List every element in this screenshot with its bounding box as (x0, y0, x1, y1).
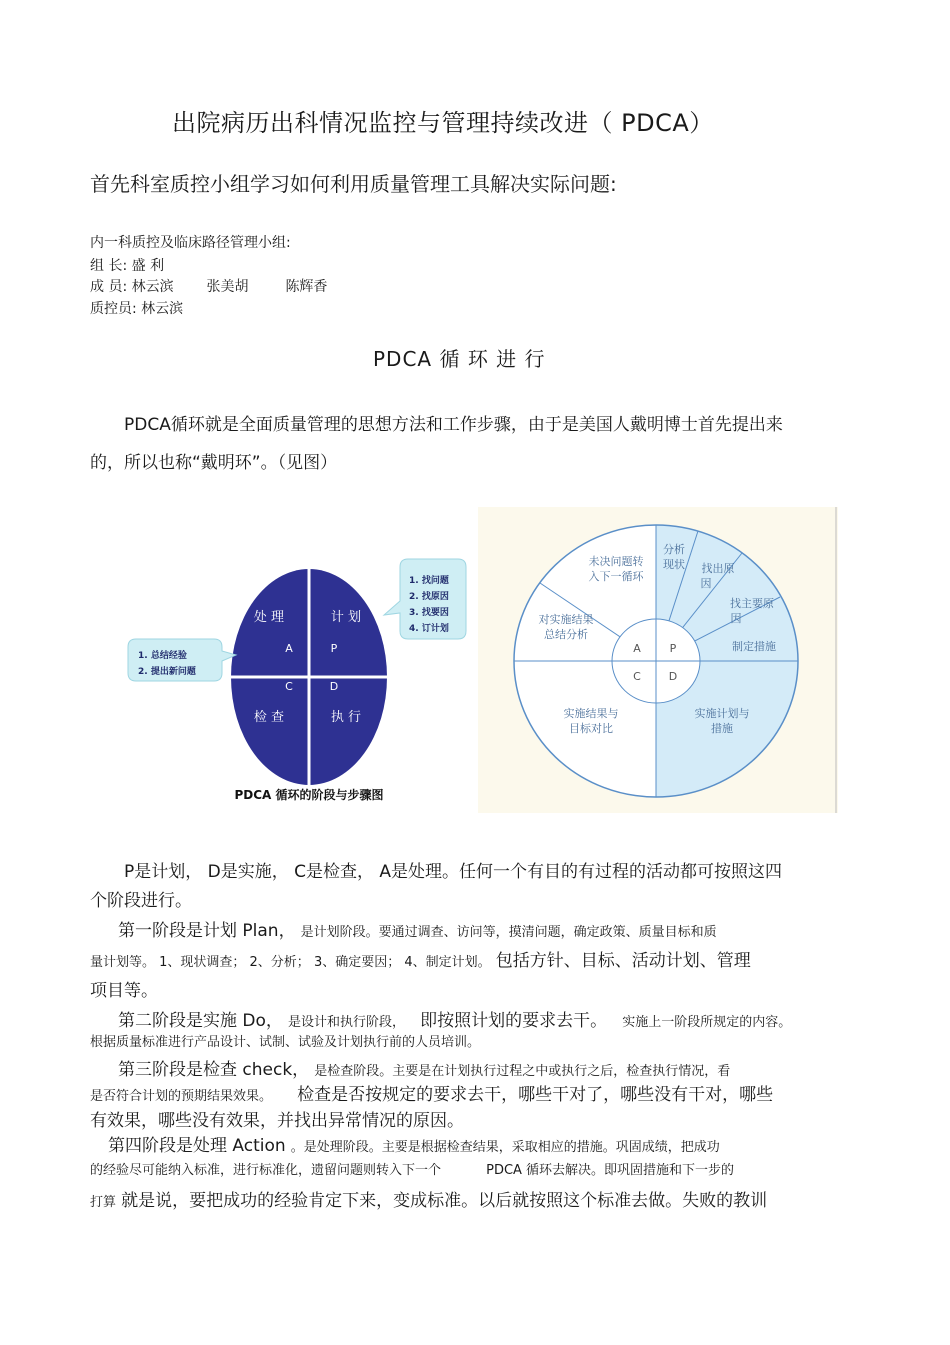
pdca-figure (124, 505, 839, 815)
stage3-line3: 有效果，哪些没有效果，并找出异常情况的原因。 (90, 1111, 464, 1131)
quadrant-act: 处 理 (253, 610, 285, 625)
pdca-intro-line1: PDCA循环就是全面质量管理的思想方法和工作步骤，由于是美国人戴明博士首先提出来 (124, 415, 783, 435)
quadrant-do: 执 行 (330, 710, 362, 725)
letter-c: C (285, 680, 293, 693)
pdca-figure-svg (124, 505, 839, 815)
action-step: 1. 总结经验 (138, 651, 187, 661)
segment-measures: 制定措施 (732, 640, 776, 653)
leader-label: 组 长: (90, 258, 128, 274)
letter-a: A (285, 642, 293, 655)
team-leader-row (90, 255, 164, 275)
plan-step: 3. 找要因 (409, 608, 449, 618)
team-name: 内一科质控及临床路径管理小组: (90, 235, 291, 251)
team-members-row (90, 276, 327, 296)
pdca-cycle-wheel (478, 507, 838, 813)
segment-analyze: 现状 (663, 558, 685, 571)
p1-line2: 个阶段进行。 (90, 891, 192, 911)
intro-line: 首先科室质控小组学习如何利用质量管理工具解决实际问题: (90, 172, 617, 196)
segment-main-cause: 因 (730, 612, 742, 625)
segment-compare: 实施结果与 (563, 707, 619, 720)
member-name: 林云滨 (131, 279, 174, 295)
member-name: 陈辉香 (285, 279, 328, 295)
stage4-line1: 第四阶段是处理 Action 。是处理阶段。主要是根据检查结果，采取相应的措施。巩固成绩，把成功 (108, 1136, 720, 1156)
segment-summary: 总结分析 (544, 628, 588, 641)
plan-step: 1. 找问题 (409, 576, 449, 586)
stage2-line2: 根据质量标准进行产品设计、试制、试验及计划执行前的人员培训。 (90, 1035, 481, 1050)
stage1-line2: 量计划等。 1、现状调查； 2、分析； 3、确定要因； 4、制定计划。 包括方针、目标、活动计划、管理 (90, 951, 751, 971)
qc-name: 林云滨 (141, 301, 184, 317)
action-step: 2. 提出新问题 (138, 667, 196, 677)
quadrant-check: 检 查 (253, 710, 285, 725)
stage2-line1: 第二阶段是实施 Do， 是设计和执行阶段， 即按照计划的要求去干。 实施上一阶段所规定的内容。 (118, 1011, 792, 1031)
document-title: 出院病历出科情况监控与管理持续改进（ PDCA） (172, 109, 714, 137)
segment-find-cause: 找出原 (701, 562, 735, 575)
hub-letter-a: A (633, 642, 641, 655)
segment-summary: 对实施结果 (538, 613, 594, 626)
stage1-line1: 第一阶段是计划 Plan， 是计划阶段。要通过调查、访问等，摸清问题，确定政策、质量目标和质 (118, 921, 717, 941)
quadrant-plan: 计 划 (330, 610, 362, 625)
leader-name: 盛 利 (131, 258, 165, 274)
stage1-line3: 项目等。 (90, 981, 158, 1001)
team-qc-row (90, 298, 183, 318)
stage4-line3: 打算 就是说，要把成功的经验肯定下来，变成标准。以后就按照这个标准去做。失败的教训 (90, 1191, 768, 1211)
segment-implement: 措施 (711, 722, 733, 735)
hub-letter-c: C (633, 670, 641, 683)
left-diagram-caption: PDCA 循环的阶段与步骤图 (234, 788, 384, 802)
member-name: 张美胡 (206, 279, 249, 295)
segment-next-cycle: 未决问题转 (588, 555, 644, 568)
hub-letter-d: D (668, 670, 678, 683)
pdca-stages-diagram (128, 559, 466, 802)
segment-main-cause: 找主要原 (730, 597, 774, 610)
stage3-line2: 是否符合计划的预期结果效果。 检查是否按规定的要求去干，哪些干对了，哪些没有干对，哪些 (90, 1085, 774, 1105)
segment-next-cycle: 入下一循环 (588, 570, 644, 583)
hub-letter-p: P (669, 642, 677, 655)
segment-compare: 目标对比 (569, 722, 613, 735)
letter-p: P (330, 642, 338, 655)
p1-line1: P是计划， D是实施， C是检查， A是处理。任何一个有目的有过程的活动都可按照这四 (124, 862, 783, 882)
letter-d: D (329, 680, 339, 693)
segment-find-cause: 因 (700, 577, 712, 590)
plan-step: 4. 订计划 (409, 624, 449, 634)
pdca-intro-line2: 的，所以也称“戴明环”。（见图） (90, 453, 338, 473)
members-label: 成 员: (90, 279, 128, 295)
qc-label: 质控员: (90, 301, 137, 317)
plan-step: 2. 找原因 (409, 592, 449, 602)
stage4-line2: 的经验尽可能纳入标准，进行标准化，遗留问题则转入下一个 PDCA 循环去解决。即巩固措施和下一步的 (90, 1163, 735, 1178)
stage3-line1: 第三阶段是检查 check， 是检查阶段。主要是在计划执行过程之中或执行之后，检查执行情况，看 (118, 1060, 731, 1080)
segment-implement: 实施计划与 (694, 707, 750, 720)
section-heading: PDCA 循 环 进 行 (373, 347, 546, 371)
segment-analyze: 分析 (663, 543, 685, 556)
